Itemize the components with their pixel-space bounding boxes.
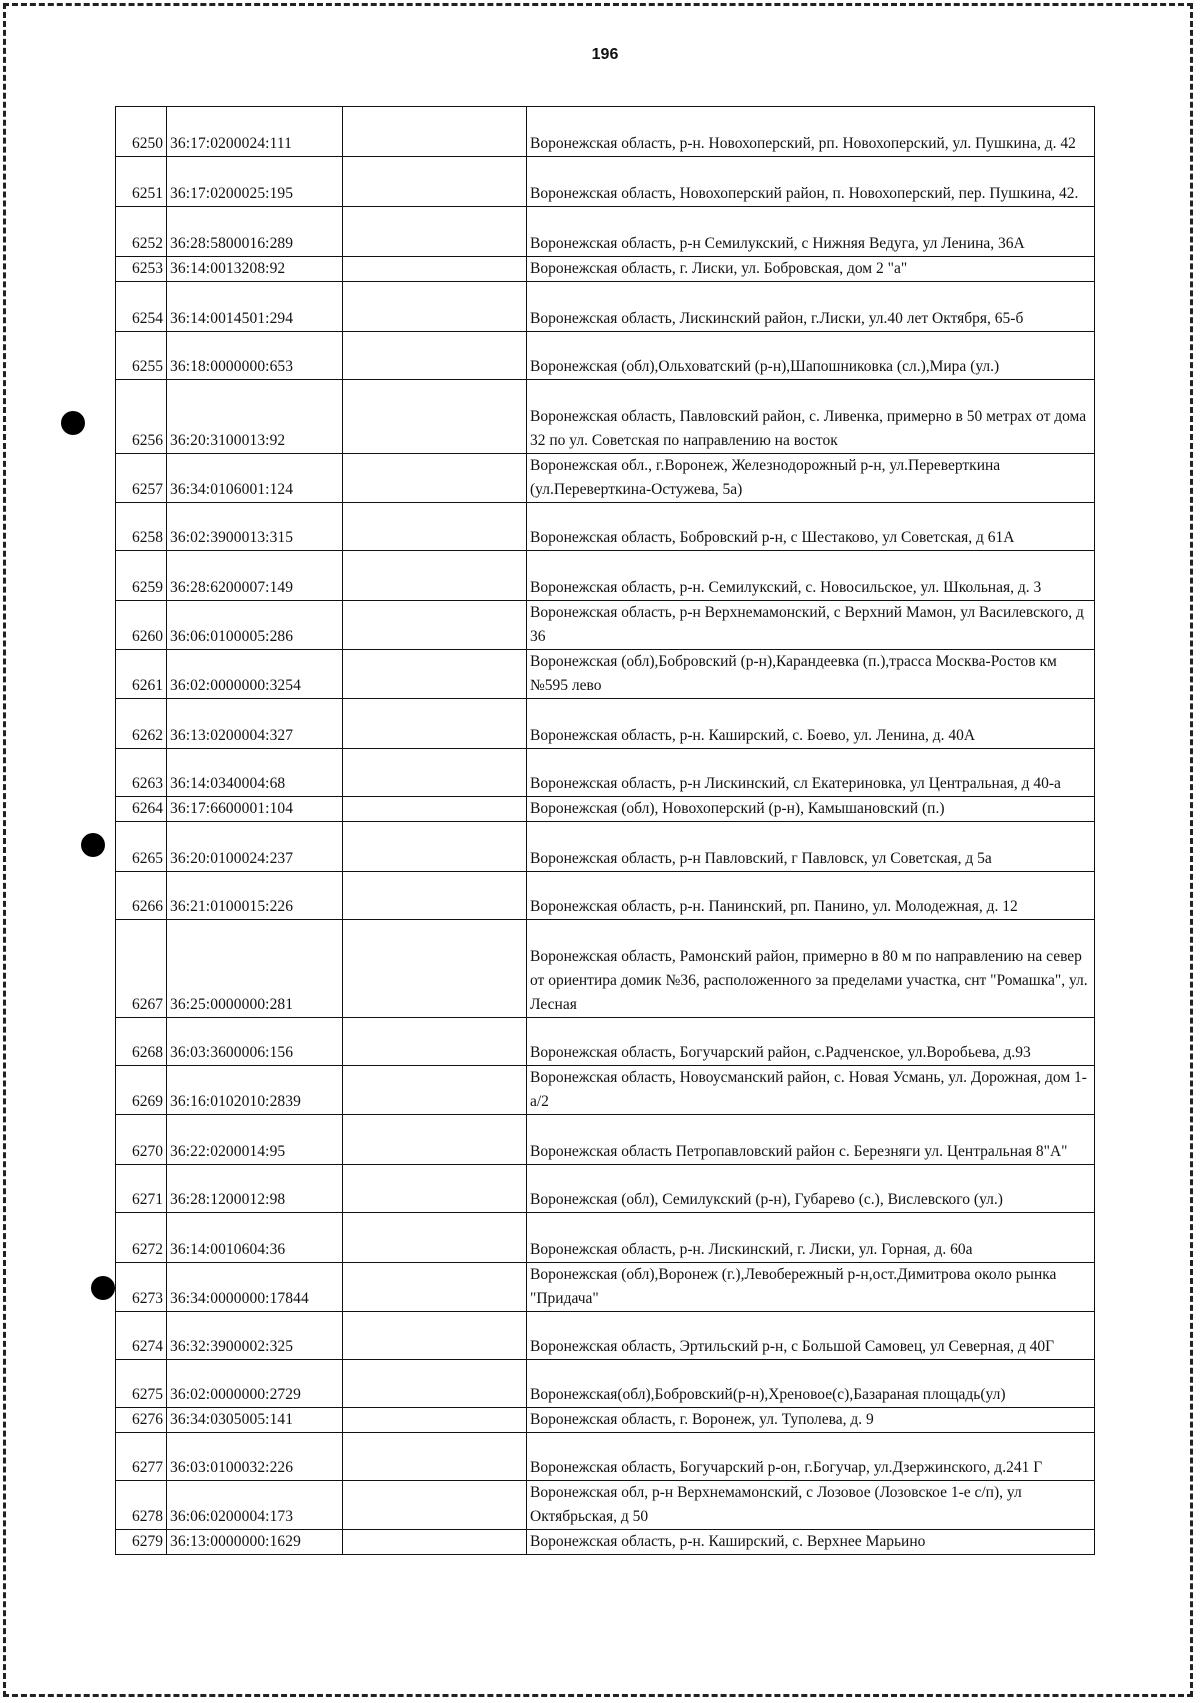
address-cell: Воронежская обл, р-н Верхнемамонский, с Лозовое (Лозовское 1-е с/п), ул Октябрьская, д 50 — [527, 1481, 1095, 1530]
address-cell: Воронежская область, р-н. Новохоперский, рп. Новохоперский, ул. Пушкина, д. 42 — [527, 107, 1095, 157]
table-row — [116, 1433, 1095, 1481]
cadastral-number: 36:02:0000000:2729 — [167, 1360, 343, 1408]
empty-cell — [343, 1115, 527, 1165]
empty-cell — [343, 797, 527, 822]
table-row — [116, 1018, 1095, 1066]
empty-cell — [343, 1408, 527, 1433]
address-cell: Воронежская область, г. Воронеж, ул. Туполева, д. 9 — [527, 1408, 1095, 1433]
cadastral-number: 36:02:0000000:3254 — [167, 650, 343, 699]
empty-cell — [343, 551, 527, 601]
empty-cell — [343, 282, 527, 332]
row-number: 6262 — [116, 699, 167, 749]
cadastral-number: 36:20:3100013:92 — [167, 380, 343, 454]
address-cell: Воронежская область, р-н. Панинский, рп. Панино, ул. Молодежная, д. 12 — [527, 872, 1095, 920]
row-number: 6273 — [116, 1263, 167, 1312]
address-cell: Воронежская область, р-н Верхнемамонский, с Верхний Мамон, ул Василевского, д 36 — [527, 601, 1095, 650]
row-number: 6259 — [116, 551, 167, 601]
row-number: 6253 — [116, 257, 167, 282]
row-number: 6268 — [116, 1018, 167, 1066]
row-number: 6263 — [116, 749, 167, 797]
table-row — [116, 1360, 1095, 1408]
row-number: 6274 — [116, 1312, 167, 1360]
address-cell: Воронежская область, Павловский район, с. Ливенка, примерно в 50 метрах от дома 32 по ул. Советская по направлению на восток — [527, 380, 1095, 454]
row-number: 6260 — [116, 601, 167, 650]
empty-cell — [343, 332, 527, 380]
table-row — [116, 332, 1095, 380]
cadastral-number: 36:14:0014501:294 — [167, 282, 343, 332]
cadastral-number: 36:16:0102010:2839 — [167, 1066, 343, 1115]
empty-cell — [343, 699, 527, 749]
cadastral-number: 36:03:0100032:226 — [167, 1433, 343, 1481]
row-number: 6278 — [116, 1481, 167, 1530]
cadastral-number: 36:34:0106001:124 — [167, 454, 343, 503]
empty-cell — [343, 601, 527, 650]
table-row — [116, 454, 1095, 503]
cadastral-number: 36:03:3600006:156 — [167, 1018, 343, 1066]
table-row — [116, 1165, 1095, 1213]
cadastral-number: 36:13:0000000:1629 — [167, 1530, 343, 1555]
table-row — [116, 1115, 1095, 1165]
cadastral-number: 36:32:3900002:325 — [167, 1312, 343, 1360]
row-number: 6275 — [116, 1360, 167, 1408]
table-row — [116, 257, 1095, 282]
row-number: 6272 — [116, 1213, 167, 1263]
row-number: 6279 — [116, 1530, 167, 1555]
address-cell: Воронежская область, р-н Семилукский, с Нижняя Ведуга, ул Ленина, 36А — [527, 207, 1095, 257]
table-row — [116, 207, 1095, 257]
cadastral-number: 36:17:6600001:104 — [167, 797, 343, 822]
empty-cell — [343, 650, 527, 699]
empty-cell — [343, 1530, 527, 1555]
cadastral-number: 36:21:0100015:226 — [167, 872, 343, 920]
address-cell: Воронежская область, р-н. Лискинский, г. Лиски, ул. Горная, д. 60а — [527, 1213, 1095, 1263]
row-number: 6257 — [116, 454, 167, 503]
empty-cell — [343, 872, 527, 920]
empty-cell — [343, 749, 527, 797]
cadastral-number: 36:20:0100024:237 — [167, 822, 343, 872]
empty-cell — [343, 1481, 527, 1530]
cadastral-number: 36:18:0000000:653 — [167, 332, 343, 380]
address-cell: Воронежская область, р-н Павловский, г Павловск, ул Советская, д 5а — [527, 822, 1095, 872]
address-cell: Воронежская область, Новохоперский район, п. Новохоперский, пер. Пушкина, 42. — [527, 157, 1095, 207]
address-cell: Воронежская область, Богучарский район, с.Радченское, ул.Воробьева, д.93 — [527, 1018, 1095, 1066]
row-number: 6255 — [116, 332, 167, 380]
table-row — [116, 601, 1095, 650]
row-number: 6270 — [116, 1115, 167, 1165]
cadastral-table — [115, 106, 1095, 1555]
table-row — [116, 1213, 1095, 1263]
address-cell: Воронежская область, р-н. Каширский, с. Боево, ул. Ленина, д. 40А — [527, 699, 1095, 749]
row-number: 6277 — [116, 1433, 167, 1481]
cadastral-number: 36:14:0340004:68 — [167, 749, 343, 797]
address-cell: Воронежская область Петропавловский район с. Березняги ул. Центральная 8"А" — [527, 1115, 1095, 1165]
cadastral-number: 36:25:0000000:281 — [167, 920, 343, 1018]
table-row — [116, 749, 1095, 797]
table-row — [116, 822, 1095, 872]
table-row — [116, 797, 1095, 822]
table-row — [116, 551, 1095, 601]
table-row — [116, 503, 1095, 551]
address-cell: Воронежская область, Рамонский район, примерно в 80 м по направлению на север от ориентира домик №36, расположенного за пределами участка, снт "Ромашка", ул. Лесная — [527, 920, 1095, 1018]
table-row — [116, 920, 1095, 1018]
table-row — [116, 1312, 1095, 1360]
cadastral-number: 36:14:0013208:92 — [167, 257, 343, 282]
cadastral-number: 36:06:0100005:286 — [167, 601, 343, 650]
table-row — [116, 699, 1095, 749]
row-number: 6252 — [116, 207, 167, 257]
table-row — [116, 157, 1095, 207]
row-number: 6265 — [116, 822, 167, 872]
cadastral-number: 36:14:0010604:36 — [167, 1213, 343, 1263]
row-number: 6250 — [116, 107, 167, 157]
row-number: 6266 — [116, 872, 167, 920]
table-row — [116, 107, 1095, 157]
empty-cell — [343, 1312, 527, 1360]
punch-hole-mark — [91, 1276, 115, 1300]
address-cell: Воронежская область, Лискинский район, г.Лиски, ул.40 лет Октября, 65-б — [527, 282, 1095, 332]
empty-cell — [343, 822, 527, 872]
empty-cell — [343, 1213, 527, 1263]
table-row — [116, 380, 1095, 454]
punch-hole-mark — [81, 833, 105, 857]
empty-cell — [343, 157, 527, 207]
address-cell: Воронежская область, р-н. Семилукский, с. Новосильское, ул. Школьная, д. 3 — [527, 551, 1095, 601]
cadastral-number: 36:13:0200004:327 — [167, 699, 343, 749]
empty-cell — [343, 1360, 527, 1408]
cadastral-number: 36:06:0200004:173 — [167, 1481, 343, 1530]
cadastral-number: 36:02:3900013:315 — [167, 503, 343, 551]
address-cell: Воронежская (обл),Воронеж (г.),Левобережный р-н,ост.Димитрова около рынка "Придача" — [527, 1263, 1095, 1312]
row-number: 6271 — [116, 1165, 167, 1213]
page-number: 196 — [591, 46, 619, 63]
empty-cell — [343, 1433, 527, 1481]
cadastral-number: 36:28:6200007:149 — [167, 551, 343, 601]
empty-cell — [343, 503, 527, 551]
address-cell: Воронежская область, Новоусманский район, с. Новая Усмань, ул. Дорожная, дом 1-а/2 — [527, 1066, 1095, 1115]
table-body — [116, 107, 1095, 1555]
table-row — [116, 1408, 1095, 1433]
punch-hole-mark — [61, 411, 85, 435]
address-cell: Воронежская (обл),Ольховатский (р-н),Шапошниковка (сл.),Мира (ул.) — [527, 332, 1095, 380]
cadastral-number: 36:34:0305005:141 — [167, 1408, 343, 1433]
address-cell: Воронежская область, Эртильский р-н, с Большой Самовец, ул Северная, д 40Г — [527, 1312, 1095, 1360]
row-number: 6251 — [116, 157, 167, 207]
address-cell: Воронежская обл., г.Воронеж, Железнодорожный р-н, ул.Переверткина (ул.Переверткина-Остужева, 5а) — [527, 454, 1095, 503]
row-number: 6267 — [116, 920, 167, 1018]
table-row — [116, 1263, 1095, 1312]
cadastral-number: 36:17:0200024:111 — [167, 107, 343, 157]
address-cell: Воронежская область, р-н Лискинский, сл Екатериновка, ул Центральная, д 40-а — [527, 749, 1095, 797]
row-number: 6261 — [116, 650, 167, 699]
empty-cell — [343, 207, 527, 257]
cadastral-number: 36:34:0000000:17844 — [167, 1263, 343, 1312]
empty-cell — [343, 1263, 527, 1312]
table-row — [116, 1481, 1095, 1530]
row-number: 6256 — [116, 380, 167, 454]
address-cell: Воронежская(обл),Бобровский(р-н),Хреновое(с),Базараная площадь(ул) — [527, 1360, 1095, 1408]
empty-cell — [343, 1165, 527, 1213]
empty-cell — [343, 380, 527, 454]
empty-cell — [343, 257, 527, 282]
empty-cell — [343, 1018, 527, 1066]
empty-cell — [343, 920, 527, 1018]
table-row — [116, 282, 1095, 332]
empty-cell — [343, 1066, 527, 1115]
cadastral-number: 36:17:0200025:195 — [167, 157, 343, 207]
empty-cell — [343, 107, 527, 157]
cadastral-number: 36:28:1200012:98 — [167, 1165, 343, 1213]
address-cell: Воронежская область, Бобровский р-н, с Шестаково, ул Советская, д 61А — [527, 503, 1095, 551]
cadastral-number: 36:22:0200014:95 — [167, 1115, 343, 1165]
address-cell: Воронежская область, р-н. Каширский, с. Верхнее Марьино — [527, 1530, 1095, 1555]
row-number: 6269 — [116, 1066, 167, 1115]
address-cell: Воронежская (обл), Семилукский (р-н), Губарево (с.), Вислевского (ул.) — [527, 1165, 1095, 1213]
empty-cell — [343, 454, 527, 503]
row-number: 6254 — [116, 282, 167, 332]
address-cell: Воронежская область, Богучарский р-он, г.Богучар, ул.Дзержинского, д.241 Г — [527, 1433, 1095, 1481]
row-number: 6258 — [116, 503, 167, 551]
table-row — [116, 872, 1095, 920]
address-cell: Воронежская (обл), Новохоперский (р-н), Камышановский (п.) — [527, 797, 1095, 822]
address-cell: Воронежская (обл),Бобровский (р-н),Карандеевка (п.),трасса Москва-Ростов км №595 лево — [527, 650, 1095, 699]
row-number: 6264 — [116, 797, 167, 822]
address-cell: Воронежская область, г. Лиски, ул. Бобровская, дом 2 "а" — [527, 257, 1095, 282]
table-row — [116, 1530, 1095, 1555]
table-row — [116, 1066, 1095, 1115]
cadastral-number: 36:28:5800016:289 — [167, 207, 343, 257]
row-number: 6276 — [116, 1408, 167, 1433]
table-row — [116, 650, 1095, 699]
